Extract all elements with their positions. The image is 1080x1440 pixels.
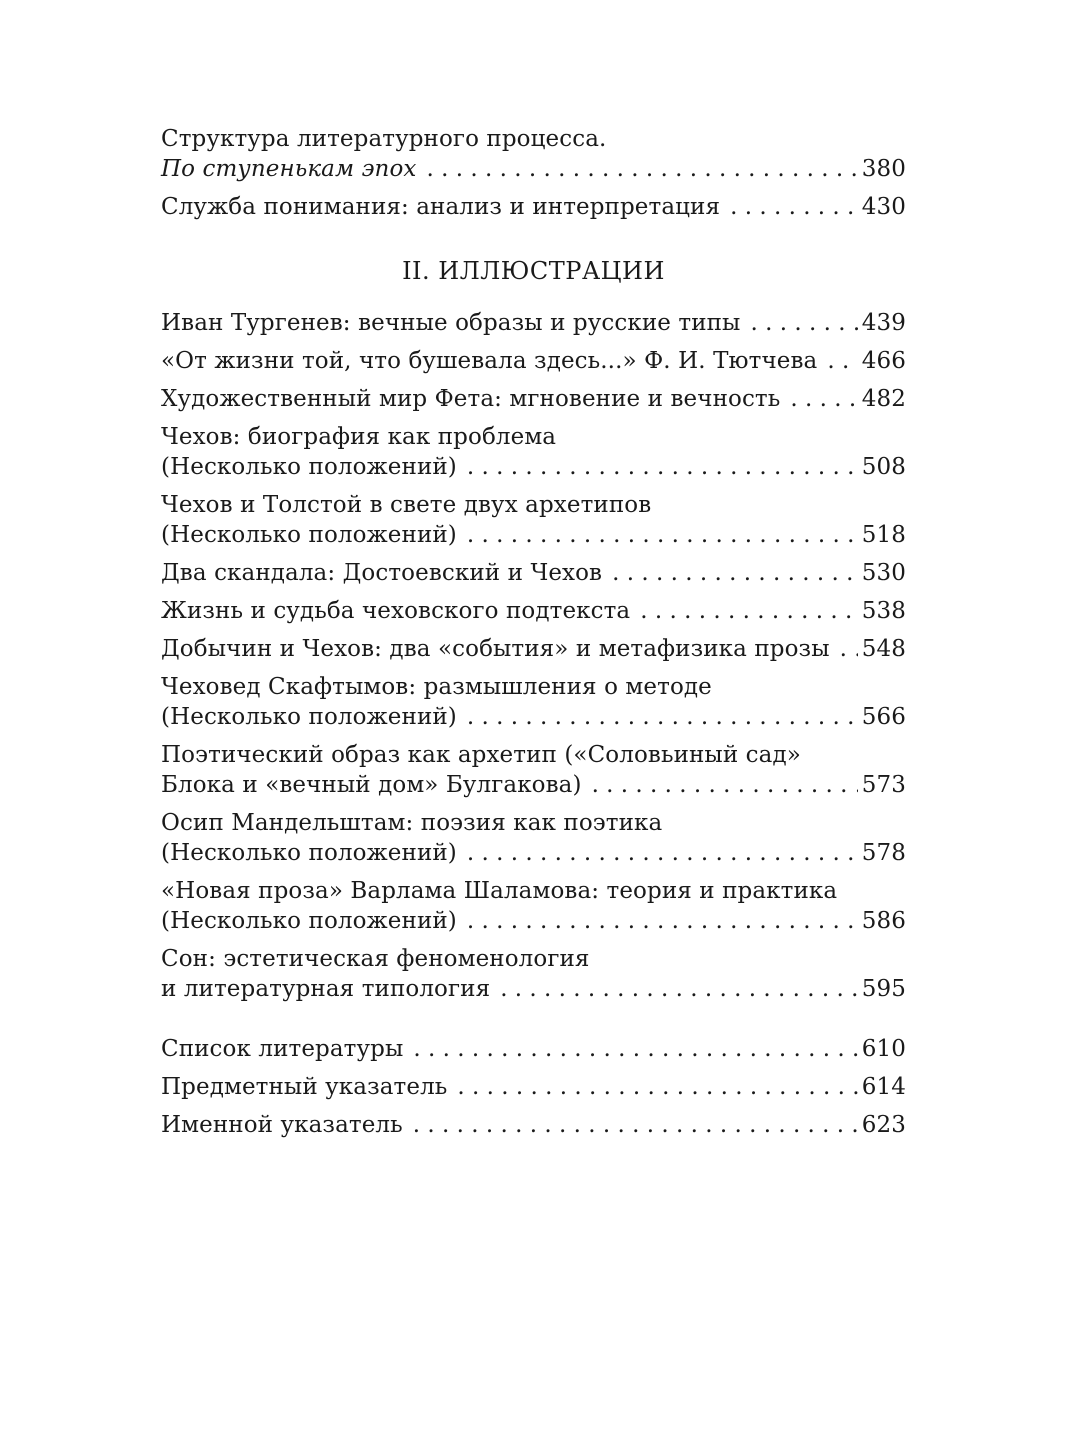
- section-heading: II. ИЛЛЮСТРАЦИИ: [402, 257, 665, 285]
- leader-dots: [467, 452, 858, 482]
- leader-dots: [827, 346, 857, 376]
- toc-entry-last-line: [161, 308, 906, 338]
- leader-dots: [413, 1110, 858, 1140]
- toc-entry-title: (Несколько положений): [161, 704, 457, 730]
- page-number: 595: [861, 976, 906, 1002]
- leader-dots: [467, 838, 858, 868]
- leader-dots: [640, 596, 858, 626]
- leader-dots: [427, 154, 858, 184]
- page-number: 586: [861, 908, 906, 934]
- toc-entry-last-line: [161, 558, 906, 588]
- toc-entry-title-line: Сон: эстетическая феноменология: [161, 946, 590, 972]
- toc-entry-title: Предметный указатель: [161, 1074, 448, 1100]
- leader-dots: [612, 558, 858, 588]
- toc-entry-title: Иван Тургенев: вечные образы и русские типы: [161, 310, 741, 336]
- leader-dots: [467, 520, 858, 550]
- page-number: 530: [861, 560, 906, 586]
- table-of-contents: [161, 124, 906, 1148]
- toc-entry-title: (Несколько положений): [161, 908, 457, 934]
- toc-entry-last-line: [161, 520, 906, 550]
- leader-dots: [500, 974, 858, 1004]
- page-number: 578: [861, 840, 906, 866]
- toc-entry: [161, 308, 906, 338]
- leader-dots: [592, 770, 858, 800]
- toc-entry: [161, 1110, 906, 1140]
- toc-entry: [161, 740, 906, 800]
- toc-entry-last-line: [161, 702, 906, 732]
- toc-entry-title-line: Поэтический образ как архетип («Соловьиный сад»: [161, 742, 801, 768]
- toc-entry: [161, 944, 906, 1004]
- page-number: 466: [861, 348, 906, 374]
- page-number: 430: [861, 194, 906, 220]
- toc-entry-title: Список литературы: [161, 1036, 404, 1062]
- toc-entry-last-line: [161, 346, 906, 376]
- toc-entry-title-line: Чеховед Скафтымов: размышления о методе: [161, 674, 712, 700]
- toc-entry-last-line: [161, 384, 906, 414]
- toc-entry: [161, 384, 906, 414]
- toc-entry: [161, 124, 906, 184]
- toc-entry-last-line: [161, 634, 906, 664]
- toc-entry-title-line: Осип Мандельштам: поэзия как поэтика: [161, 810, 663, 836]
- toc-entry-title: Художественный мир Фета: мгновение и вечность: [161, 386, 781, 412]
- toc-entry-last-line: [161, 974, 906, 1004]
- toc-entry: [161, 490, 906, 550]
- page-number: 610: [861, 1036, 906, 1062]
- toc-entry-last-line: [161, 192, 906, 222]
- toc-entry-last-line: [161, 906, 906, 936]
- toc-entry-title: (Несколько положений): [161, 840, 457, 866]
- toc-entry: [161, 558, 906, 588]
- page-number: 614: [861, 1074, 906, 1100]
- page-number: 538: [861, 598, 906, 624]
- toc-entry-last-line: [161, 838, 906, 868]
- toc-entry-title: Добычин и Чехов: два «события» и метафизика прозы: [161, 636, 830, 662]
- section-entries: [161, 308, 906, 1004]
- toc-entry-title: «От жизни той, что бушевала здесь...» Ф. И. Тютчева: [161, 348, 818, 374]
- toc-entry-last-line: [161, 770, 906, 800]
- toc-entry: [161, 192, 906, 222]
- toc-entry-last-line: [161, 1072, 906, 1102]
- page-number: 566: [861, 704, 906, 730]
- leader-dots: [467, 702, 858, 732]
- page-number: 623: [861, 1112, 906, 1138]
- toc-entry: [161, 1034, 906, 1064]
- leader-dots: [790, 384, 857, 414]
- back-matter-entries: [161, 1034, 906, 1140]
- toc-entry-title: (Несколько положений): [161, 454, 457, 480]
- toc-entry: [161, 422, 906, 482]
- leader-dots: [750, 308, 857, 338]
- toc-entry-title: Именной указатель: [161, 1112, 403, 1138]
- page-number: 439: [861, 310, 906, 336]
- leader-dots: [457, 1072, 857, 1102]
- leader-dots: [730, 192, 858, 222]
- page-number: 518: [861, 522, 906, 548]
- leader-dots: [467, 906, 858, 936]
- leader-dots: [840, 634, 858, 664]
- toc-entry-last-line: [161, 596, 906, 626]
- toc-entry-title-line: Чехов и Толстой в свете двух архетипов: [161, 492, 652, 518]
- toc-entry-title: и литературная типология: [161, 976, 491, 1002]
- toc-entry-title: Блока и «вечный дом» Булгакова): [161, 772, 582, 798]
- page-number: 508: [861, 454, 906, 480]
- page-number: 482: [861, 386, 906, 412]
- toc-entry-title: По ступенькам эпох: [161, 156, 417, 182]
- toc-entry-last-line: [161, 1034, 906, 1064]
- toc-entry-last-line: [161, 154, 906, 184]
- spacer: [161, 1012, 906, 1034]
- toc-entry-title: Два скандала: Достоевский и Чехов: [161, 560, 603, 586]
- page-number: 380: [861, 156, 906, 182]
- toc-entry: [161, 876, 906, 936]
- toc-entry: [161, 672, 906, 732]
- toc-entry: [161, 596, 906, 626]
- toc-entry: [161, 346, 906, 376]
- leader-dots: [413, 1034, 857, 1064]
- toc-entry: [161, 1072, 906, 1102]
- toc-entry: [161, 808, 906, 868]
- toc-entry-title: (Несколько положений): [161, 522, 457, 548]
- toc-entry-title-line: «Новая проза» Варлама Шаламова: теория и практика: [161, 878, 838, 904]
- page-number: 548: [861, 636, 906, 662]
- page-number: 573: [861, 772, 906, 798]
- toc-entry-title: Жизнь и судьба чеховского подтекста: [161, 598, 631, 624]
- toc-entry-title-line: Структура литературного процесса.: [161, 126, 607, 152]
- toc-entry-last-line: [161, 1110, 906, 1140]
- toc-entry-title: Служба понимания: анализ и интерпретация: [161, 194, 721, 220]
- toc-entry-last-line: [161, 452, 906, 482]
- toc-entry: [161, 634, 906, 664]
- toc-entry-title-line: Чехов: биография как проблема: [161, 424, 557, 450]
